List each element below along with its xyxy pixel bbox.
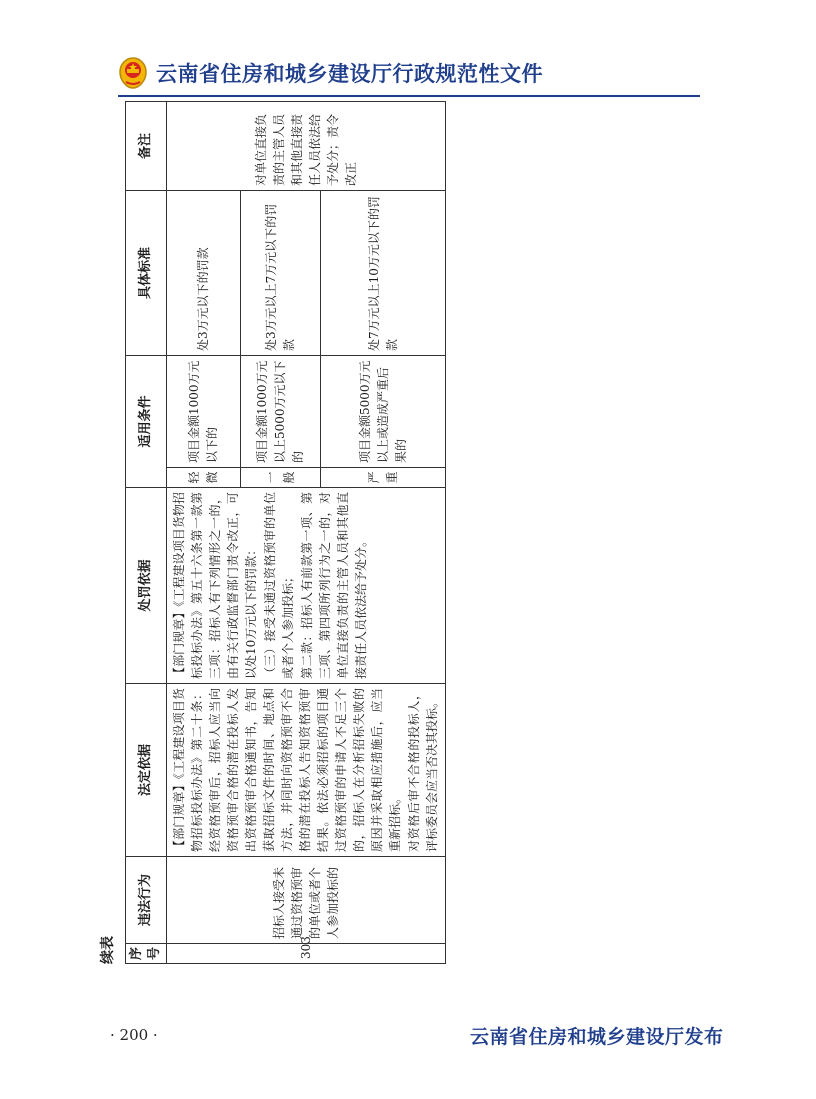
document-header xyxy=(118,54,543,92)
condition-cell: 项目金额1000万元以上5000万元以下的 xyxy=(240,355,320,467)
level-label: 严重 xyxy=(320,468,445,488)
table-header-row xyxy=(126,101,167,963)
cell-seq: 303 xyxy=(167,944,446,964)
header-standard: 具体标准 xyxy=(126,190,167,355)
header-act: 违法行为 xyxy=(126,857,167,944)
penalty-paragraph: （三）接受未通过资格预审的单位或者个人参加投标； xyxy=(263,492,295,679)
law-paragraph: 【部门规章】《工程建设项目货物招标投标办法》第二十条：经资格预审后，招标人应当向资格预审合格的潜在投标人发出资格预审合格通知书，告知获取招标文件的时间、地点和方法，并同时向资格预审不合格的潜在投标人告知资格预审结果。依法必须招标的项目通过资格预审的申请人不足三个的，招标人在分析招标失败的原因并采取相应措施后，应当重新招标。 xyxy=(172,688,402,852)
penalty-table xyxy=(125,101,446,964)
penalty-paragraph: 【部门规章】《工程建设项目货物招标投标办法》第五十六条第一款第三项：招标人有下列情形之一的，由有关行政监督部门责令改正，可以处10万元以下的罚款： xyxy=(172,492,258,679)
standard-cell: 处3万元以上7万元以下的罚款 xyxy=(240,190,320,355)
footer-publisher: 云南省住房和城乡建设厅发布 xyxy=(470,1026,724,1048)
table-row xyxy=(167,101,241,963)
cell-note: 对单位直接负责的主管人员和其他直接责任人员依法给予处分；责令改正 xyxy=(167,101,446,190)
level-label: 一般 xyxy=(240,468,320,488)
page-number: · 200 · xyxy=(110,1026,158,1044)
header-penalty-basis: 处罚依据 xyxy=(126,488,167,684)
law-paragraph: 对资格后审不合格的投标人，评标委员会应当否决其投标。 xyxy=(407,688,439,852)
cell-penalty xyxy=(167,488,446,684)
rotated-table-frame xyxy=(100,102,439,964)
cell-act: 招标人接受未通过资格预审的单位或者个人参加投标的 xyxy=(167,857,446,944)
header-conditions: 适用条件 xyxy=(126,355,167,487)
condition-cell: 项目金额1000万元以下的 xyxy=(167,355,241,467)
continued-label: 续表 xyxy=(100,936,116,964)
penalty-paragraph: 第二款：招标人有前款第一项、第三项、第四项所列行为之一的，对单位直接负责的主管人员和其他直接责任人员依法给予处分。 xyxy=(300,492,368,679)
condition-cell: 项目金额5000万元以上或造成严重后果的 xyxy=(320,355,445,467)
national-emblem-icon xyxy=(118,56,148,90)
cell-law xyxy=(167,684,446,857)
standard-cell: 处7万元以上10万元以下的罚款 xyxy=(320,190,445,355)
header-seq: 序号 xyxy=(126,944,167,964)
header-note: 备注 xyxy=(126,101,167,190)
level-label: 轻微 xyxy=(167,468,241,488)
header-divider xyxy=(118,95,700,97)
header-title: 云南省住房和城乡建设厅行政规范性文件 xyxy=(156,62,543,86)
header-law: 法定依据 xyxy=(126,684,167,857)
standard-cell: 处3万元以下的罚款 xyxy=(167,190,241,355)
